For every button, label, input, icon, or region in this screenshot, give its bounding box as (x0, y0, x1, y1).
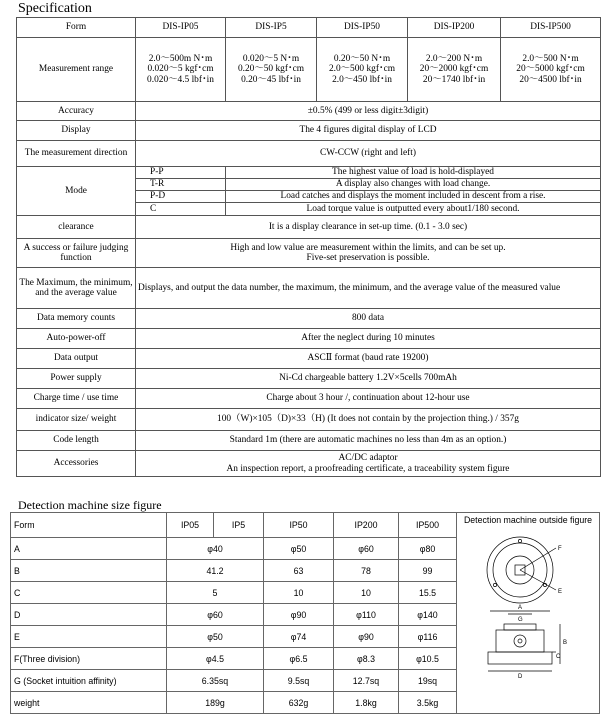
range-line: 0.20～50 kgf･cm (237, 64, 305, 75)
dim-value-ip50: 9.5sq (264, 670, 334, 692)
judging-value (136, 239, 601, 268)
dim-value-ip200: 12.7sq (334, 670, 399, 692)
header-dis-ip50: DIS-IP50 (317, 18, 408, 38)
average-label: The Maximum, the minimum, and the average value (17, 268, 136, 309)
dim-value-ip500: φ140 (399, 604, 457, 626)
accessories-label: Accessories (17, 451, 136, 477)
svg-text:F: F (558, 546, 562, 552)
dim-value-ip500: φ10.5 (399, 648, 457, 670)
accuracy-value: ±0.5% (499 or less digit±3digit) (136, 102, 601, 121)
average-value: Displays, and output the data number, the maximum, the minimum, and the average value of the measured value (136, 268, 601, 309)
dim-header-ip5: IP5 (214, 513, 264, 538)
display-value: The 4 figures digital display of LCD (136, 121, 601, 141)
dim-value-ip500: 3.5kg (399, 692, 457, 714)
dim-row-label: G (Socket intuition affinity) (11, 670, 167, 692)
spec-header-row (17, 18, 601, 38)
header-dis-ip5: DIS-IP5 (226, 18, 317, 38)
accuracy-row (17, 102, 601, 121)
dim-value-ip200: φ8.3 (334, 648, 399, 670)
range-line: 0.020～5 N･m (242, 53, 300, 64)
range-line: 20～4500 lbf･in (519, 74, 582, 85)
specification-title: Specification (18, 1, 92, 16)
dim-value-ip200: φ60 (334, 538, 399, 560)
header-dis-ip200: DIS-IP200 (408, 18, 501, 38)
measurement-range-label: Measurement range (17, 38, 136, 102)
range-line: 20～2000 kgf･cm (419, 64, 489, 75)
power-off-value: After the neglect during 10 minutes (136, 329, 601, 349)
accessories-row (17, 451, 601, 477)
clearance-label: clearance (17, 216, 136, 239)
svg-text:G: G (518, 617, 523, 623)
specification-table (16, 17, 601, 477)
mode-label: Mode (17, 167, 136, 216)
range-line: 0.20～50 N･m (333, 53, 391, 64)
mode-text: Load catches and displays the moment included in descent from a rise. (226, 191, 601, 203)
mode-text: A display also changes with load change. (226, 179, 601, 191)
display-label: Display (17, 121, 136, 141)
mode-row (17, 167, 601, 179)
charge-value: Charge about 3 hour /, continuation about 12-hour use (136, 389, 601, 409)
dim-row-label: D (11, 604, 167, 626)
memory-row (17, 309, 601, 329)
header-dis-ip05: DIS-IP05 (136, 18, 226, 38)
direction-value: CW-CCW (right and left) (136, 141, 601, 167)
dim-value-ip05-ip5: 5 (167, 582, 264, 604)
charge-label: Charge time / use time (17, 389, 136, 409)
range-line: 2.0～500m N･m (148, 53, 213, 64)
dim-header-form: Form (11, 513, 167, 538)
dim-value-ip05-ip5: 41.2 (167, 560, 264, 582)
dim-value-ip500: 19sq (399, 670, 457, 692)
clearance-value: It is a display clearance in set-up time. (0.1 - 3.0 sec) (136, 216, 601, 239)
measurement-range-row (17, 38, 601, 102)
dim-value-ip50: 10 (264, 582, 334, 604)
range-ip200 (408, 38, 501, 102)
dim-value-ip200: φ110 (334, 604, 399, 626)
clearance-row (17, 216, 601, 239)
accuracy-label: Accuracy (17, 102, 136, 121)
mode-text: The highest value of load is hold-displayed (226, 167, 601, 179)
dim-header-row (11, 513, 600, 538)
svg-text:B: B (563, 640, 568, 646)
dim-value-ip05-ip5: 189g (167, 692, 264, 714)
direction-row (17, 141, 601, 167)
range-line: 0.020～5 kgf･cm (147, 64, 214, 75)
power-off-label: Auto-power-off (17, 329, 136, 349)
dim-value-ip05-ip5: φ60 (167, 604, 264, 626)
charge-row (17, 389, 601, 409)
dim-value-ip200: 1.8kg (334, 692, 399, 714)
range-line: 0.20～45 lbf･in (241, 74, 301, 85)
range-line: 2.0～200 N･m (425, 53, 483, 64)
dim-row-label: E (11, 626, 167, 648)
outside-figure-cell (457, 513, 600, 714)
dim-header-ip200: IP200 (334, 513, 399, 538)
dim-row-label: weight (11, 692, 167, 714)
size-label: indicator size/ weight (17, 409, 136, 431)
display-row (17, 121, 601, 141)
code-length-value: Standard 1m (there are automatic machines no less than 4m as an option.) (136, 431, 601, 451)
mode-code: P-D (136, 191, 226, 203)
svg-text:E: E (558, 589, 563, 595)
dim-value-ip50: φ50 (264, 538, 334, 560)
dim-value-ip500: φ116 (399, 626, 457, 648)
supply-value: Ni-Cd chargeable battery 1.2V×5cells 700mAh (136, 369, 601, 389)
dim-header-ip500: IP500 (399, 513, 457, 538)
dim-value-ip05-ip5: φ40 (167, 538, 264, 560)
range-line: 2.0～500 kgf･cm (328, 64, 396, 75)
output-value: ASCⅡ format (baud rate 19200) (136, 349, 601, 369)
dim-value-ip50: φ6.5 (264, 648, 334, 670)
dim-header-ip05: IP05 (167, 513, 214, 538)
range-line: 2.0～500 N･m (522, 53, 579, 64)
direction-label: The measurement direction (17, 141, 136, 167)
dim-value-ip500: 15.5 (399, 582, 457, 604)
judging-line-1: High and low value are measurement within the limits, and can be set up. (230, 242, 506, 253)
dim-value-ip50: φ90 (264, 604, 334, 626)
mode-code: P-P (136, 167, 226, 179)
output-row (17, 349, 601, 369)
judging-row (17, 239, 601, 268)
supply-row (17, 369, 601, 389)
range-ip500 (501, 38, 601, 102)
svg-text:C: C (556, 654, 561, 660)
dim-value-ip200: φ90 (334, 626, 399, 648)
range-ip5 (226, 38, 317, 102)
range-line: 0.020～4.5 lbf･in (147, 74, 214, 85)
range-line: 20～1740 lbf･in (422, 74, 486, 85)
range-ip50 (317, 38, 408, 102)
dim-value-ip50: 632g (264, 692, 334, 714)
dim-value-ip200: 78 (334, 560, 399, 582)
accessories-line-2: An inspection report, a proofreading certificate, a traceability system figure (226, 463, 510, 474)
outside-figure-title: Detection machine outside figure (463, 515, 593, 525)
dimension-title: Detection machine size figure (18, 498, 162, 512)
dim-value-ip50: 63 (264, 560, 334, 582)
accessories-value (136, 451, 601, 477)
dim-value-ip200: 10 (334, 582, 399, 604)
code-length-row (17, 431, 601, 451)
range-line: 20～5000 kgf･cm (516, 64, 585, 75)
dim-value-ip05-ip5: 6.35sq (167, 670, 264, 692)
accessories-line-1: AC/DC adaptor (338, 453, 398, 463)
judging-line-2: Five-set preservation is possible. (306, 253, 430, 263)
dim-value-ip05-ip5: φ4.5 (167, 648, 264, 670)
range-line: 2.0～450 lbf･in (332, 74, 392, 85)
dim-row-label: B (11, 560, 167, 582)
code-length-label: Code length (17, 431, 136, 451)
detection-machine-drawing (468, 528, 588, 688)
svg-text:A: A (518, 605, 523, 611)
output-label: Data output (17, 349, 136, 369)
dimension-table (10, 512, 600, 714)
size-value: 100（W)×105（D)×33（H) (It does not contain by the projection thing.) / 357g (136, 409, 601, 431)
memory-value: 800 data (136, 309, 601, 329)
header-dis-ip500: DIS-IP500 (501, 18, 601, 38)
mode-code: T-R (136, 179, 226, 191)
dim-value-ip500: φ80 (399, 538, 457, 560)
supply-label: Power supply (17, 369, 136, 389)
power-off-row (17, 329, 601, 349)
dim-value-ip50: φ74 (264, 626, 334, 648)
svg-text:D: D (518, 674, 523, 680)
dim-row-label: F(Three division) (11, 648, 167, 670)
size-row (17, 409, 601, 431)
dim-row-label: C (11, 582, 167, 604)
range-ip05 (136, 38, 226, 102)
mode-code: C (136, 203, 226, 216)
dim-value-ip500: 99 (399, 560, 457, 582)
dim-row-label: A (11, 538, 167, 560)
header-form: Form (17, 18, 136, 38)
memory-label: Data memory counts (17, 309, 136, 329)
average-row (17, 268, 601, 309)
dim-header-ip50: IP50 (264, 513, 334, 538)
dim-value-ip05-ip5: φ50 (167, 626, 264, 648)
judging-label: A success or failure judging function (17, 239, 136, 268)
mode-text: Load torque value is outputted every about1/180 second. (226, 203, 601, 216)
